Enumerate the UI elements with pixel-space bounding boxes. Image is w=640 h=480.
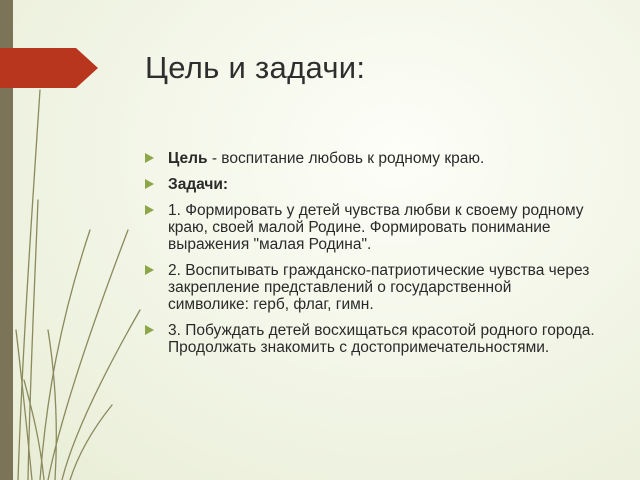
bullet-arrow-icon bbox=[145, 265, 154, 275]
goal-item bbox=[145, 150, 595, 167]
task-2-text: 2. Воспитывать гражданско-патриотические чувства через закрепление представлений о государственной символике: герб, флаг, гимн. bbox=[168, 262, 590, 313]
title-arrow-shape bbox=[0, 48, 98, 88]
goal-label: Цель bbox=[168, 150, 208, 167]
task-3-text: 3. Побуждать детей восхищаться красотой родного города. Продолжать знакомить с достопримечательностями. bbox=[168, 322, 595, 356]
task-1-item bbox=[145, 202, 595, 253]
task-1-text: 1. Формировать у детей чувства любви к своему родному краю, своей малой Родине. Формировать понимание выражения "малая Родина". bbox=[168, 202, 584, 253]
bullet-arrow-icon bbox=[145, 153, 154, 163]
tasks-label: Задачи: bbox=[168, 176, 229, 193]
task-2-item bbox=[145, 262, 595, 313]
bullet-arrow-icon bbox=[145, 179, 154, 189]
slide-title: Цель и задачи: bbox=[145, 50, 366, 85]
task-3-item bbox=[145, 322, 595, 356]
content-list bbox=[145, 150, 595, 365]
goal-text: - воспитание любовь к родному краю. bbox=[207, 150, 485, 167]
bullet-arrow-icon bbox=[145, 205, 154, 215]
bullet-arrow-icon bbox=[145, 325, 154, 335]
tasks-item bbox=[145, 176, 595, 193]
